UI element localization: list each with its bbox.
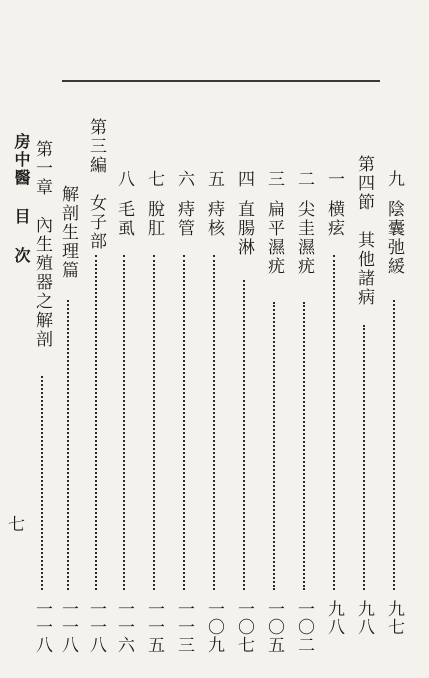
entry-title: 直腸淋 — [234, 200, 254, 257]
entry-number: 六 — [174, 170, 194, 189]
dot-leader — [363, 325, 365, 590]
entry-title: 陰囊弛緩 — [384, 200, 404, 276]
entry-page: 九八 — [354, 600, 374, 636]
dot-leader — [303, 302, 305, 590]
entry-number: 九 — [384, 170, 404, 189]
dot-leader — [41, 376, 43, 590]
entry-page: 一一八 — [86, 600, 106, 654]
part-title: 第三編 女子部 — [86, 118, 106, 251]
dot-leader — [333, 255, 335, 590]
entry-page: 一一八 — [58, 600, 78, 654]
entry-number: 五 — [204, 170, 224, 189]
entry-page: 九七 — [384, 600, 404, 636]
entry-page: 一一六 — [114, 600, 134, 654]
dot-leader — [67, 300, 69, 590]
dot-leader — [123, 255, 125, 590]
entry-page: 一〇九 — [204, 600, 224, 654]
running-head: 房中醫 目 次 — [12, 133, 31, 265]
header-rule — [62, 80, 380, 82]
entry-page: 一〇七 — [234, 600, 254, 654]
dot-leader — [153, 255, 155, 590]
page-folio: 七 — [8, 515, 25, 535]
dot-leader — [183, 255, 185, 590]
entry-title: 尖圭濕疣 — [294, 200, 314, 276]
dot-leader — [273, 302, 275, 590]
dot-leader — [95, 255, 97, 590]
entry-title: 横痃 — [324, 200, 344, 238]
entry-page: 一〇五 — [264, 600, 284, 654]
entry-title: 痔管 — [174, 200, 194, 238]
entry-page: 一一五 — [144, 600, 164, 654]
entry-number: 三 — [264, 170, 284, 189]
entry-number: 二 — [294, 170, 314, 189]
entry-number: 四 — [234, 170, 254, 189]
entry-page: 一〇二 — [294, 600, 314, 654]
entry-number: 一 — [324, 170, 344, 189]
dot-leader — [213, 255, 215, 590]
entry-page: 一一三 — [174, 600, 194, 654]
entry-title: 痔核 — [204, 200, 224, 238]
entry-title: 解剖生理篇 — [58, 185, 78, 280]
chapter-title: 第一章 內生殖器之解剖 — [32, 140, 52, 349]
entry-title: 扁平濕疣 — [264, 200, 284, 276]
entry-title: 毛虱 — [114, 200, 134, 238]
entry-page: 九八 — [324, 600, 344, 636]
dot-leader — [243, 280, 245, 590]
entry-number: 八 — [114, 170, 134, 189]
dot-leader — [393, 300, 395, 590]
entry-title: 脫肛 — [144, 200, 164, 238]
section-title: 第四節 其他諸病 — [354, 155, 374, 307]
entry-number: 七 — [144, 170, 164, 189]
entry-page: 一一八 — [32, 600, 52, 654]
